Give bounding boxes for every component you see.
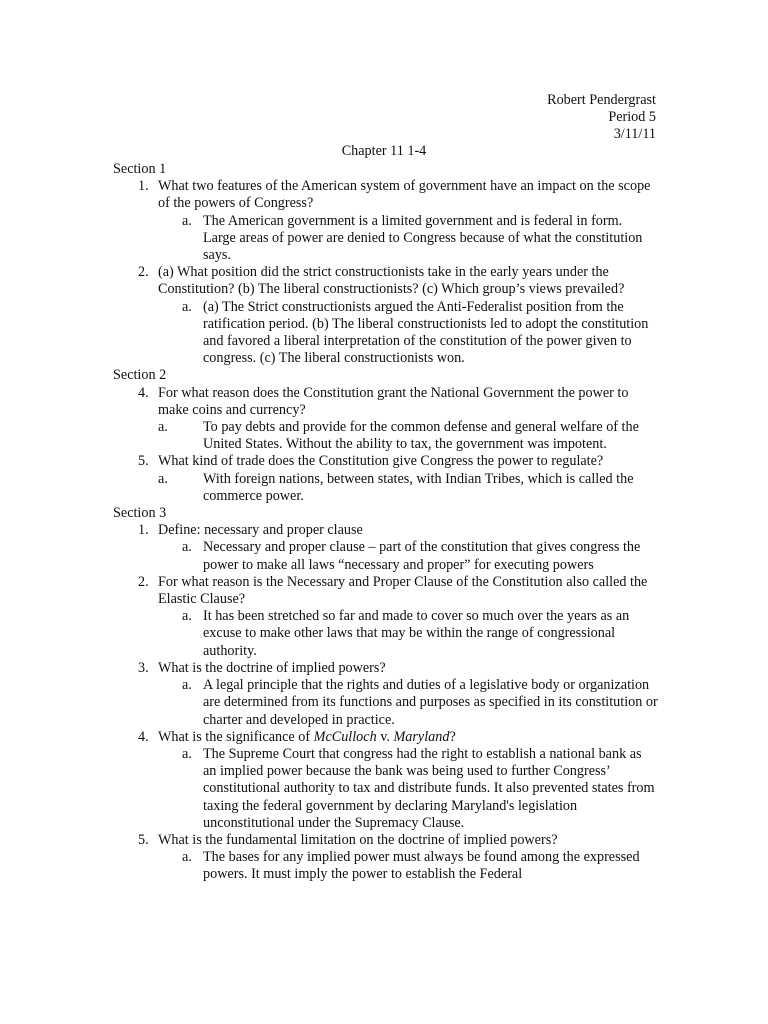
question: [113, 832, 658, 849]
answer-letter: a.: [158, 470, 168, 487]
answer-letter: a.: [182, 677, 192, 694]
question: [113, 385, 658, 419]
answer: [113, 608, 658, 660]
answer-letter: a.: [158, 419, 168, 436]
document-date: 3/11/11: [613, 126, 656, 143]
answer-text: The Supreme Court that congress had the right to establish a national bank as an implied power because the bank was being used to further Congress’ constitutional authority to tax and distribute funds. It also prevented states from taxing the federal government by declaring Maryland's legislation unconstitutional under the Supremacy Clause.: [203, 745, 655, 831]
answer-text: With foreign nations, between states, with Indian Tribes, which is called the commerce power.: [203, 470, 634, 504]
answer-text: Necessary and proper clause – part of the constitution that gives congress the power to make all laws “necessary and proper” for executing powers: [203, 539, 641, 573]
answer: [113, 677, 658, 729]
question-text: What two features of the American system of government have an impact on the scope of the powers of Congress?: [158, 178, 651, 212]
document-body: [113, 161, 658, 884]
question-number: 2.: [138, 573, 149, 590]
question: [113, 178, 658, 212]
answer-letter: a.: [182, 849, 192, 866]
question-text-versus: v.: [376, 728, 394, 745]
section-title: Section 1: [113, 161, 167, 177]
question-number: 5.: [138, 453, 149, 470]
answer: [113, 849, 658, 883]
class-period: Period 5: [608, 109, 656, 126]
question: [113, 574, 658, 608]
case-name-mcculloch: McCulloch: [313, 728, 377, 745]
answer-letter: a.: [182, 539, 192, 556]
answer: [113, 213, 658, 265]
answer-text: To pay debts and provide for the common defense and general welfare of the United States. Without the ability to tax, the government was impotent.: [203, 419, 639, 453]
question-number: 2.: [138, 264, 149, 281]
student-name: Robert Pendergrast: [547, 92, 656, 108]
case-name-maryland: Maryland: [393, 728, 450, 745]
question-number: 4.: [138, 728, 149, 745]
answer-letter: a.: [182, 298, 192, 315]
question-number: 4.: [138, 384, 149, 401]
question: [113, 522, 658, 539]
answer: [113, 419, 658, 453]
chapter-title: Chapter 11 1-4: [341, 143, 427, 159]
section-title: Section 2: [113, 367, 167, 384]
question-number: 3.: [138, 659, 149, 676]
question-text: For what reason does the Constitution grant the National Government the power to make coins and currency?: [158, 384, 629, 418]
question: [113, 660, 658, 677]
answer-text: The bases for any implied power must always be found among the expressed powers. It must imply the power to establish the Federal: [203, 849, 640, 883]
answer-text: A legal principle that the rights and duties of a legislative body or organization are determined from its functions and purposes as specified in its constitution or charter and developed in practice.: [203, 677, 658, 728]
section-title: Section 3: [113, 505, 167, 522]
question-number: 5.: [138, 831, 149, 848]
answer-text: (a) The Strict constructionists argued the Anti-Federalist position from the ratification period. (b) The liberal constructionists led to adopt the constitution and favored a liberal interpretation of the constitution of the power given to congress. (c) The liberal constructionists won.: [203, 298, 649, 367]
question-text: What is the doctrine of implied powers?: [158, 659, 386, 676]
question-text: For what reason is the Necessary and Proper Clause of the Constitution also called the Elastic Clause?: [158, 573, 648, 608]
question-number: 1.: [138, 178, 149, 195]
question-text: Define: necessary and proper clause: [158, 522, 363, 539]
answer: [113, 539, 658, 573]
question: [113, 729, 658, 746]
answer-letter: a.: [182, 212, 192, 229]
answer-letter: a.: [182, 745, 192, 762]
question-text-prefix: What is the significance of: [158, 728, 314, 745]
question-text: (a) What position did the strict constructionists take in the early years under the Constitution? (b) The liberal constructionists? (c) Which group’s views prevailed?: [158, 264, 625, 298]
answer: [113, 299, 658, 368]
question-number: 1.: [138, 522, 149, 539]
question: [113, 453, 658, 470]
answer-letter: a.: [182, 608, 192, 625]
answer: [113, 471, 658, 505]
student-header: [547, 92, 656, 144]
question: [113, 264, 658, 298]
answer-text: The American government is a limited government and is federal in form. Large areas of power are denied to Congress because of what the constitution says.: [203, 212, 643, 264]
question-text: What is the fundamental limitation on the doctrine of implied powers?: [158, 831, 558, 848]
question-text-suffix: ?: [449, 728, 456, 745]
answer-text: It has been stretched so far and made to cover so much over the years as an excuse to make other laws that may be within the range of congressional authority.: [203, 608, 630, 659]
question-text: What kind of trade does the Constitution give Congress the power to regulate?: [158, 453, 604, 470]
answer: [113, 746, 658, 832]
